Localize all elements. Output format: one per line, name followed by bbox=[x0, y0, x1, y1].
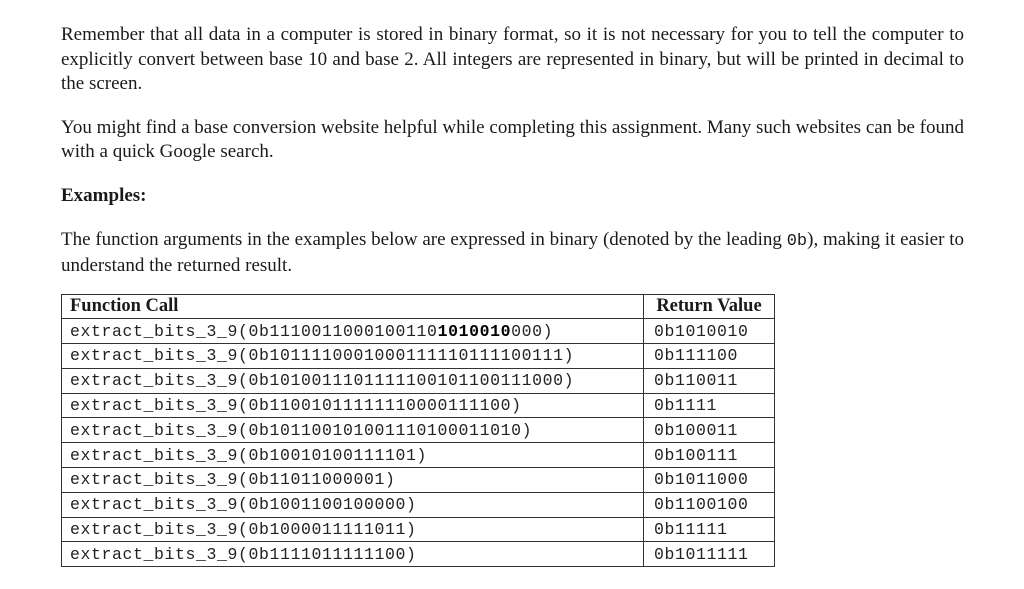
call-prefix: extract_bits_3_9(0b10010100111101) bbox=[70, 445, 428, 465]
call-prefix: extract_bits_3_9(0b11011000001) bbox=[70, 470, 396, 490]
call-prefix: extract_bits_3_9(0b1110011000100110 bbox=[70, 321, 438, 341]
inline-code-0b: 0b bbox=[786, 231, 808, 251]
return-value-cell: 0b11111 bbox=[644, 517, 775, 542]
paragraph-function-arguments bbox=[61, 228, 964, 279]
function-call-cell bbox=[62, 393, 644, 418]
table-row bbox=[62, 319, 775, 344]
call-suffix: 000) bbox=[511, 321, 554, 341]
call-prefix: extract_bits_3_9(0b1011110001000111110111100111) bbox=[70, 346, 575, 366]
function-call-cell bbox=[62, 344, 644, 369]
highlighted-bits: 1010010 bbox=[437, 321, 512, 341]
function-call-cell bbox=[62, 443, 644, 468]
paragraph-base-conversion: You might find a base conversion website helpful while completing this assignment. Many such websites can be found with a quick Google search. bbox=[61, 116, 964, 162]
return-value-cell: 0b1100100 bbox=[644, 492, 775, 517]
call-prefix: extract_bits_3_9(0b1010011101111100101100111000) bbox=[70, 371, 575, 391]
table-body bbox=[62, 319, 775, 567]
call-prefix: extract_bits_3_9(0b1001100100000) bbox=[70, 495, 417, 515]
return-value-cell: 0b1011000 bbox=[644, 468, 775, 493]
function-call-cell bbox=[62, 517, 644, 542]
function-call-cell bbox=[62, 542, 644, 567]
paragraph-binary-storage: Remember that all data in a computer is stored in binary format, so it is not necessary for you to tell the computer to explicitly convert between base 10 and base 2. All integers are represented in binary, but will be printed in decimal to the screen. bbox=[61, 24, 964, 94]
return-value-cell: 0b1010010 bbox=[644, 319, 775, 344]
function-call-cell bbox=[62, 319, 644, 344]
header-function-call: Function Call bbox=[62, 294, 644, 319]
table-row bbox=[62, 443, 775, 468]
table-row bbox=[62, 468, 775, 493]
table-header-row bbox=[62, 294, 775, 319]
call-prefix: extract_bits_3_9(0b1000011111011) bbox=[70, 520, 417, 540]
examples-heading: Examples: bbox=[61, 184, 147, 206]
function-call-cell bbox=[62, 368, 644, 393]
call-prefix: extract_bits_3_9(0b11001011111110000111100) bbox=[70, 396, 522, 416]
function-call-cell bbox=[62, 468, 644, 493]
paragraph-text-before: The function arguments in the examples below are expressed in binary (denoted by the leading bbox=[61, 228, 787, 250]
table-row bbox=[62, 492, 775, 517]
table-row bbox=[62, 344, 775, 369]
function-call-cell bbox=[62, 492, 644, 517]
paragraph-text-after: ), making it easier to understand the returned result. bbox=[61, 228, 964, 276]
table-row bbox=[62, 418, 775, 443]
table-row bbox=[62, 517, 775, 542]
table-row bbox=[62, 542, 775, 567]
call-prefix: extract_bits_3_9(0b1111011111100) bbox=[70, 544, 417, 564]
return-value-cell: 0b100111 bbox=[644, 443, 775, 468]
document-body bbox=[61, 23, 964, 567]
call-prefix: extract_bits_3_9(0b10110010100111010001101​0) bbox=[70, 420, 533, 440]
return-value-cell: 0b100011 bbox=[644, 418, 775, 443]
examples-table bbox=[61, 294, 775, 568]
return-value-cell: 0b1011111 bbox=[644, 542, 775, 567]
return-value-cell: 0b111100 bbox=[644, 344, 775, 369]
return-value-cell: 0b1111 bbox=[644, 393, 775, 418]
table-row bbox=[62, 368, 775, 393]
function-call-cell bbox=[62, 418, 644, 443]
header-return-value: Return Value bbox=[644, 294, 775, 319]
table-row bbox=[62, 393, 775, 418]
return-value-cell: 0b110011 bbox=[644, 368, 775, 393]
